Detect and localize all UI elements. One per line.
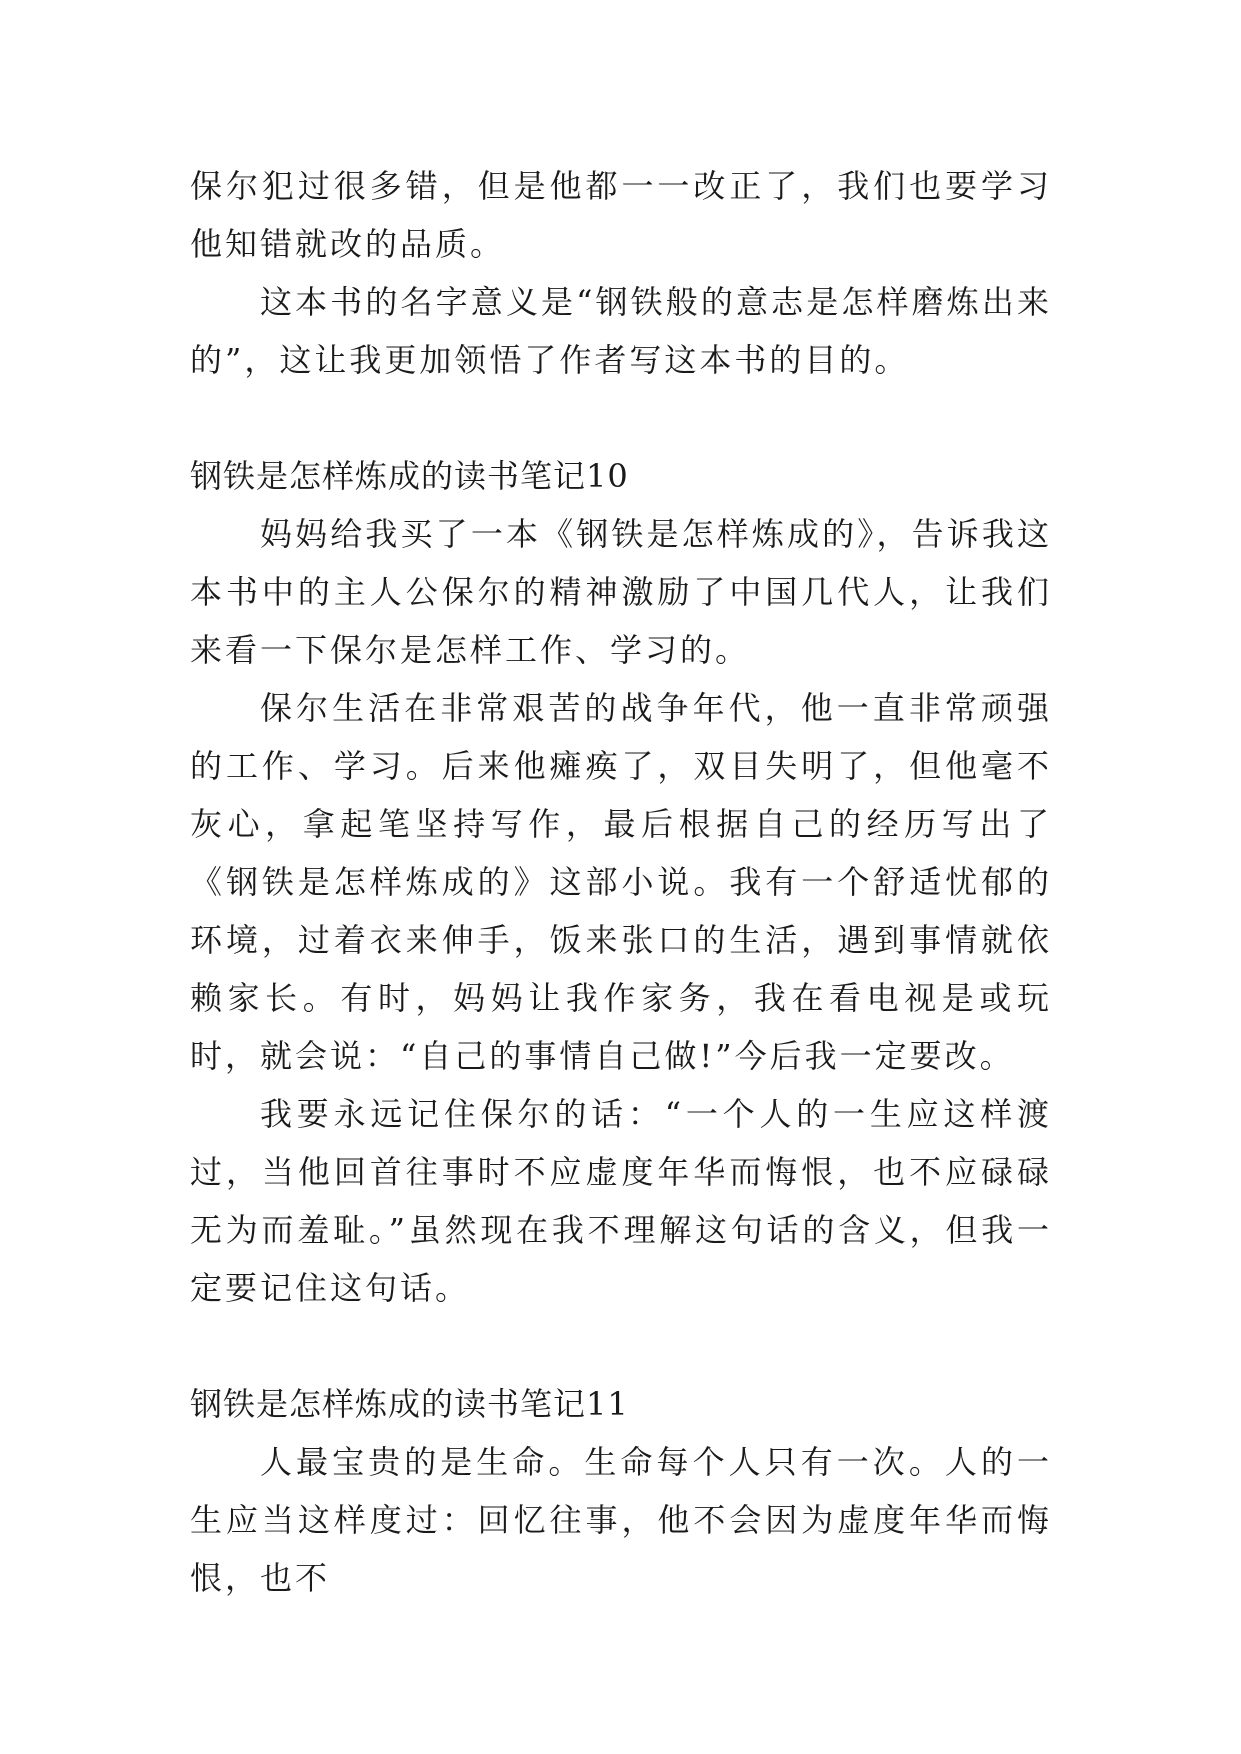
paragraph: 人最宝贵的是生命。生命每个人只有一次。人的一生应当这样度过：回忆往事，他不会因为虚度年华而悔恨，也不 — [190, 1443, 1052, 1597]
paragraph: 我要永远记住保尔的话：“一个人的一生应这样渡过，当他回首往事时不应虚度年华而悔恨，也不应碌碌无为而羞耻。”虽然现在我不理解这句话的含义，但我一定要记住这句话。 — [190, 1095, 1052, 1307]
document-body — [190, 157, 1052, 1607]
paragraph: 妈妈给我买了一本《钢铁是怎样炼成的》，告诉我这本书中的主人公保尔的精神激励了中国几代人，让我们来看一下保尔是怎样工作、学习的。 — [190, 515, 1052, 669]
paragraph: 保尔犯过很多错，但是他都一一改正了，我们也要学习他知错就改的品质。 — [190, 167, 1052, 263]
paragraph: 这本书的名字意义是“钢铁般的意志是怎样磨炼出来的”，这让我更加领悟了作者写这本书的目的。 — [190, 283, 1052, 379]
section-spacer — [190, 1317, 1052, 1375]
paragraph: 保尔生活在非常艰苦的战争年代，他一直非常顽强的工作、学习。后来他瘫痪了，双目失明了，但他毫不灰心，拿起笔坚持写作，最后根据自己的经历写出了《钢铁是怎样炼成的》这部小说。我有一个舒适忧郁的环境，过着衣来伸手，饭来张口的生活，遇到事情就依赖家长。有时，妈妈让我作家务，我在看电视是或玩时，就会说：“自己的事情自己做!”今后我一定要改。 — [190, 689, 1052, 1075]
section-spacer — [190, 389, 1052, 447]
section-title: 钢铁是怎样炼成的读书笔记11 — [190, 1385, 629, 1423]
section-title: 钢铁是怎样炼成的读书笔记10 — [190, 457, 629, 495]
